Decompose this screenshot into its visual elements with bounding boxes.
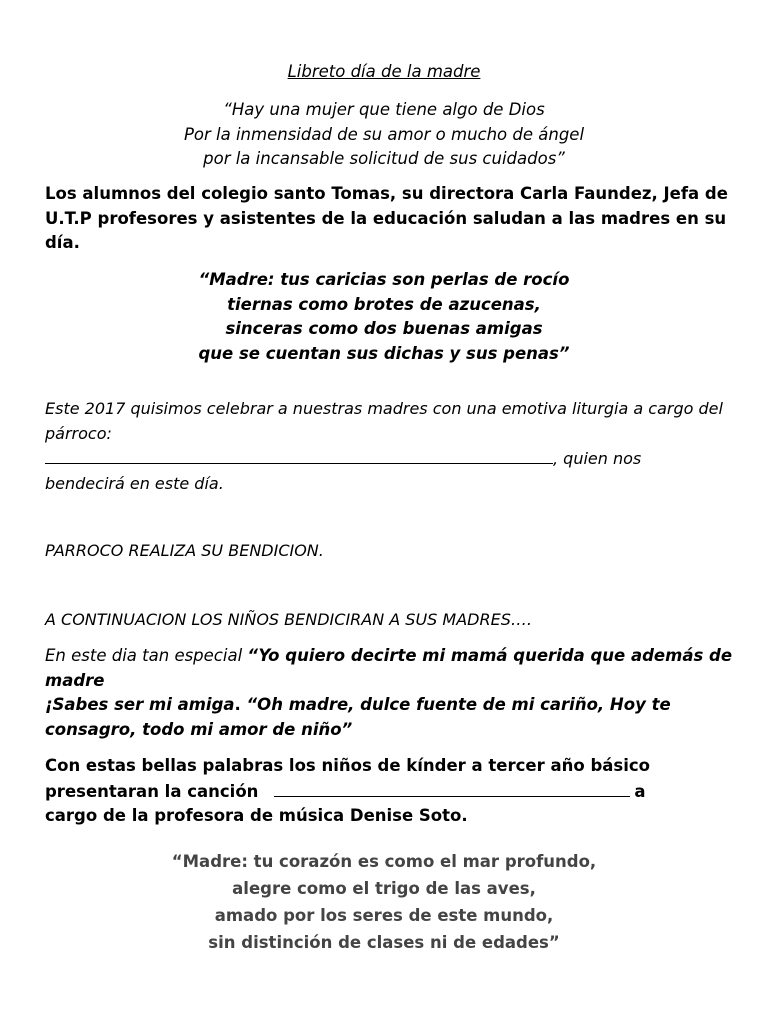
children-quote-b: ¡Sabes ser mi amiga xyxy=(45,695,235,714)
poem-line: amado por los seres de este mundo, xyxy=(214,906,554,925)
poem-line: alegre como el trigo de las aves, xyxy=(232,879,536,898)
poem-line: tiernas como brotes de azucenas, xyxy=(227,294,541,314)
caresses-poem xyxy=(0,268,768,366)
poem-line: “Madre: tu corazón es como el mar profundo, xyxy=(171,852,597,871)
poem-line: que se cuentan sus dichas y sus penas” xyxy=(198,343,570,363)
poem-line: sin distinción de clases ni de edades” xyxy=(208,933,560,952)
song-continuation: a xyxy=(634,781,646,801)
opening-quote-line: por la incansable solicitud de sus cuidados” xyxy=(203,149,565,168)
poem-line: sinceras como dos buenas amigas xyxy=(225,319,543,338)
poem-line: “Madre: tus caricias son perlas de rocío xyxy=(198,270,570,289)
opening-quote-line: Por la inmensidad de su amor o mucho de ángel xyxy=(183,124,585,144)
special-day-paragraph xyxy=(45,644,735,742)
children-quote-c: “Oh madre, dulce fuente de mi cariño, Hoy te consagro, todo mi amor de niño” xyxy=(45,695,671,739)
liturgy-continuation: , quien nos xyxy=(553,449,642,468)
heart-poem xyxy=(0,848,768,956)
song-intro: Con estas bellas palabras los niños de kínder a tercer año básico presentaran la canción xyxy=(45,756,650,801)
special-day-intro: En este dia tan especial xyxy=(45,646,248,665)
song-paragraph xyxy=(45,754,735,829)
document-title: Libreto día de la madre xyxy=(287,62,481,81)
greeting-paragraph: Los alumnos del colegio santo Tomas, su directora Carla Faundez, Jefa de U.T.P profesores y asistentes de la educación saludan a las madres en su día. xyxy=(45,184,728,252)
song-teacher: cargo de la profesora de música Denise Soto. xyxy=(45,806,468,825)
priest-name-blank xyxy=(45,446,553,464)
blessing-note: PARROCO REALIZA SU BENDICION. xyxy=(45,541,324,560)
opening-quote-line: “Hay una mujer que tiene algo de Dios xyxy=(223,100,545,119)
liturgy-text: Este 2017 quisimos celebrar a nuestras madres con una emotiva liturgia a cargo del párroco: xyxy=(45,399,723,443)
quote-separator: . xyxy=(234,695,247,714)
children-blessing-note: A CONTINUACION LOS NIÑOS BENDICIRAN A SUS MADRES…. xyxy=(45,610,532,629)
liturgy-paragraph xyxy=(45,397,735,496)
song-name-blank xyxy=(274,779,630,797)
children-quote-a: “Yo quiero decirte mi mamá querida que además de madre xyxy=(45,646,733,690)
liturgy-ending: bendecirá en este día. xyxy=(45,473,224,493)
opening-quote xyxy=(0,98,768,172)
